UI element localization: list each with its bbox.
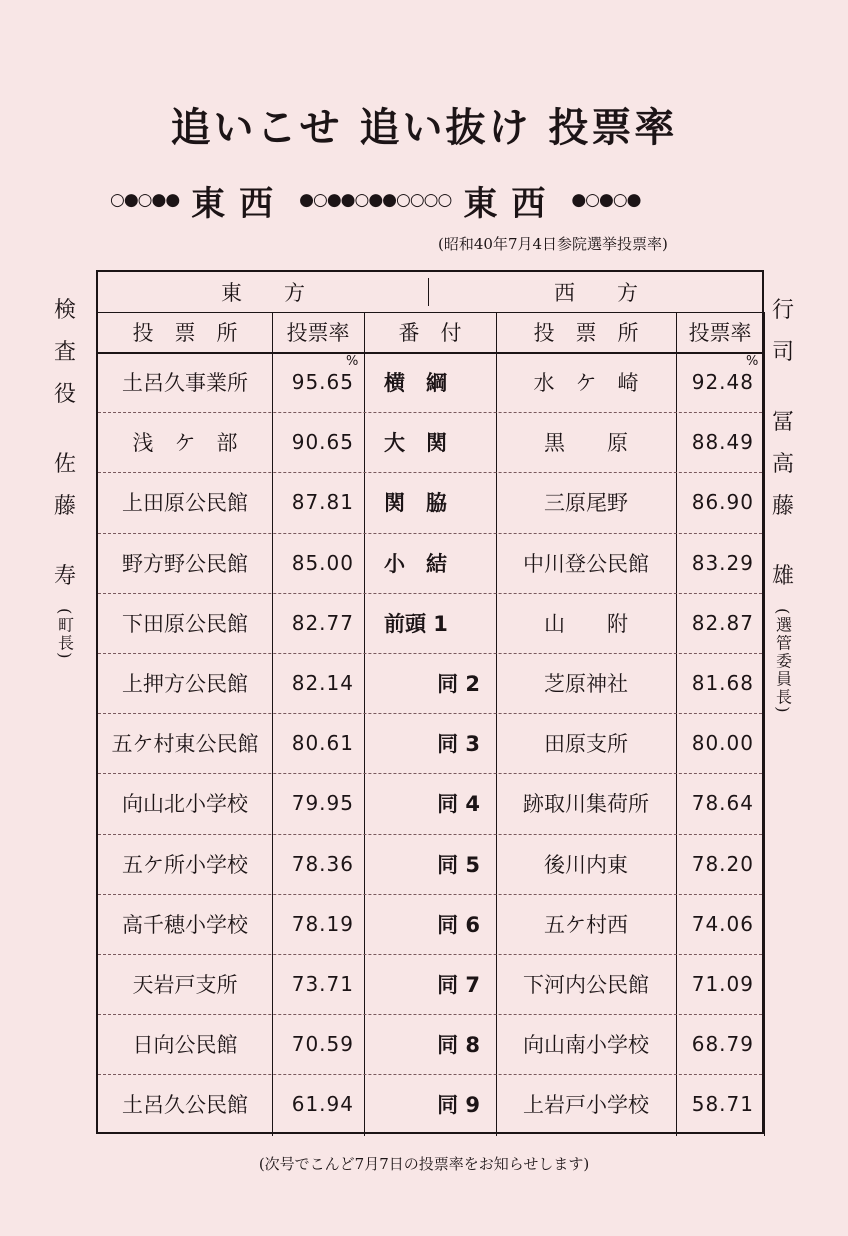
west-place — [496, 834, 676, 894]
rank: 小 結 — [384, 551, 447, 576]
rank: 同 8 — [437, 1033, 480, 1058]
east-place — [98, 593, 272, 653]
side-char: 検 — [53, 298, 76, 323]
rank: 横 綱 — [384, 371, 447, 396]
west-place — [496, 533, 676, 593]
east-place-text: 浅 ケ 部 — [132, 431, 238, 456]
east-rate: 95.65 — [291, 370, 354, 395]
east-place — [98, 412, 272, 472]
west-place-text: 黒 原 — [544, 431, 628, 456]
east-rate: 73.71 — [291, 972, 354, 997]
west-place — [496, 412, 676, 472]
east-place — [98, 1074, 272, 1134]
west-place — [496, 593, 676, 653]
west-rate: 83.29 — [691, 550, 754, 575]
percent-mark-east: % — [346, 354, 359, 369]
east-place — [98, 894, 272, 954]
west-place-text: 三原尾野 — [544, 491, 628, 516]
west-place-text: 上岩戸小学校 — [523, 1093, 649, 1118]
ranking-table — [96, 270, 764, 1134]
east-rate: 79.95 — [291, 791, 354, 816]
col-header-west-place: 投 票 所 — [533, 321, 639, 345]
east-place-text: 土呂久公民館 — [122, 1093, 248, 1118]
west-rate: 86.90 — [691, 490, 754, 515]
rank: 同 6 — [437, 912, 480, 937]
banner-dots-middle: ●○●●○●●○○○○ — [299, 190, 452, 210]
east-rate: 82.77 — [291, 610, 354, 635]
side-char: 査 — [53, 340, 76, 365]
east-rate: 61.94 — [291, 1092, 354, 1117]
west-rate: 74.06 — [691, 911, 754, 936]
west-rate: 78.20 — [691, 851, 754, 876]
west-place-text: 後川内東 — [544, 852, 628, 877]
east-place-text: 土呂久事業所 — [122, 371, 248, 396]
east-rate: 78.36 — [291, 851, 354, 876]
west-place-text: 田原支所 — [544, 732, 628, 757]
west-rate: 80.00 — [691, 731, 754, 756]
east-place — [98, 1014, 272, 1074]
west-place-text: 山 附 — [544, 611, 628, 636]
east-place-text: 五ケ所小学校 — [122, 852, 248, 877]
east-place-text: 向山北小学校 — [122, 792, 248, 817]
column-rule — [764, 312, 765, 1136]
west-place — [496, 1074, 676, 1134]
rank: 同 3 — [437, 732, 480, 757]
west-place — [496, 1014, 676, 1074]
east-place-text: 下田原公民館 — [122, 611, 248, 636]
side-char: 役 — [53, 382, 76, 407]
east-place-text: 日向公民館 — [132, 1033, 238, 1058]
east-place — [98, 773, 272, 833]
west-place — [496, 653, 676, 713]
west-rate: 58.71 — [691, 1092, 754, 1117]
east-place — [98, 713, 272, 773]
east-place-text: 天岩戸支所 — [132, 973, 238, 998]
col-header-east-place: 投 票 所 — [132, 321, 238, 345]
rank: 同 5 — [437, 852, 480, 877]
banner — [110, 178, 641, 222]
side-char: 雄 — [771, 564, 794, 589]
side-char: 司 — [771, 340, 794, 365]
col-header-rank: 番 付 — [398, 321, 462, 345]
side-char: 佐 — [53, 452, 76, 477]
west-place-text: 水 ケ 崎 — [533, 371, 639, 396]
east-place-text: 高千穂小学校 — [122, 912, 248, 937]
west-rate: 82.87 — [691, 610, 754, 635]
west-place-text: 五ケ村西 — [544, 912, 628, 937]
west-place-text: 中川登公民館 — [523, 551, 649, 576]
east-rate: 80.61 — [291, 731, 354, 756]
west-place — [496, 352, 676, 412]
east-place-text: 上押方公民館 — [122, 672, 248, 697]
rank: 大 関 — [384, 431, 447, 456]
side-note: (町長) — [55, 608, 75, 661]
side-char: 行 — [771, 298, 794, 323]
rank: 同 4 — [437, 792, 480, 817]
west-place-text: 下河内公民館 — [523, 973, 649, 998]
rank: 同 2 — [437, 672, 480, 697]
banner-east-west-right: 東西 — [463, 183, 560, 224]
east-place — [98, 954, 272, 1014]
rank: 同 9 — [437, 1093, 480, 1118]
west-place — [496, 894, 676, 954]
group-header-east: 東 方 — [221, 281, 305, 305]
referee-column — [766, 290, 800, 714]
west-place — [496, 773, 676, 833]
rank: 前頭 1 — [384, 611, 448, 636]
west-place-text: 向山南小学校 — [523, 1033, 649, 1058]
east-rate: 85.00 — [291, 550, 354, 575]
east-rate: 87.81 — [291, 490, 354, 515]
west-rate: 78.64 — [691, 791, 754, 816]
west-place — [496, 954, 676, 1014]
east-place — [98, 352, 272, 412]
west-rate: 92.48 — [691, 370, 754, 395]
percent-mark-west: % — [746, 354, 759, 369]
west-place — [496, 472, 676, 532]
east-rate: 82.14 — [291, 671, 354, 696]
east-rate: 90.65 — [291, 430, 354, 455]
side-char: 冨 — [771, 410, 794, 435]
side-char: 寿 — [53, 564, 76, 589]
side-char: 藤 — [771, 494, 794, 519]
east-place — [98, 472, 272, 532]
east-rate: 78.19 — [291, 911, 354, 936]
rank: 関 脇 — [384, 491, 447, 516]
side-note: (選管委員長) — [773, 608, 793, 715]
side-char: 藤 — [53, 494, 76, 519]
east-rate: 70.59 — [291, 1032, 354, 1057]
banner-dots-left: ○●○●● — [110, 190, 180, 210]
west-rate: 88.49 — [691, 430, 754, 455]
banner-dots-right: ●○●○● — [571, 190, 641, 210]
page-title: 追いこせ 追い抜け 投票率 — [170, 104, 678, 151]
date-note: (昭和40年7月4日参院選挙投票率) — [438, 235, 668, 253]
west-place-text: 芝原神社 — [544, 672, 628, 697]
footer-note: (次号でこんど7月7日の投票率をお知らせします) — [258, 1155, 590, 1173]
east-place-text: 五ケ村東公民館 — [111, 732, 259, 757]
east-place — [98, 653, 272, 713]
east-place-text: 野方野公民館 — [122, 551, 248, 576]
east-place — [98, 834, 272, 894]
west-rate: 71.09 — [691, 972, 754, 997]
inspector-column — [48, 290, 82, 660]
west-place — [496, 713, 676, 773]
rank: 同 7 — [437, 973, 480, 998]
east-place — [98, 533, 272, 593]
col-header-west-rate: 投票率 — [688, 321, 752, 345]
side-char: 高 — [771, 452, 794, 477]
east-place-text: 上田原公民館 — [122, 491, 248, 516]
col-header-east-rate: 投票率 — [286, 321, 350, 345]
banner-east-west-left: 東西 — [191, 183, 288, 224]
west-rate: 68.79 — [691, 1032, 754, 1057]
group-header-west: 西 方 — [554, 281, 638, 305]
west-rate: 81.68 — [691, 671, 754, 696]
west-place-text: 跡取川集荷所 — [523, 792, 649, 817]
